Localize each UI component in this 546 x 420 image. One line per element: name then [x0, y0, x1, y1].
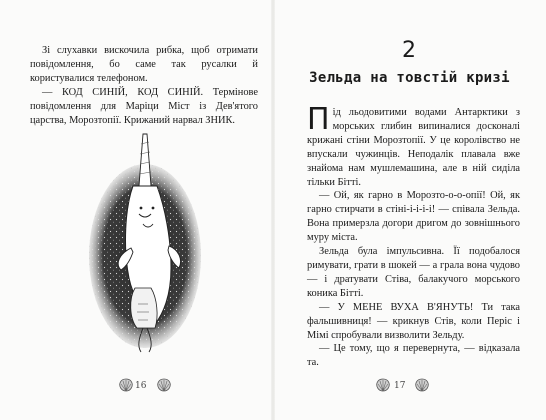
seashell-icon — [118, 377, 134, 393]
narwhal-illustration — [85, 128, 205, 358]
right-page — [273, 0, 546, 420]
right-page-number: 17 — [394, 381, 406, 391]
left-page-number: 16 — [135, 381, 147, 391]
right-paragraph-3: — У МЕНЕ ВУХА В'ЯНУТЬ! Ти така фальшивниця! — крикнув Стів, коли Періс і Мімі спробували визволити Зельду. — [307, 301, 520, 341]
seashell-icon — [414, 377, 430, 393]
left-page-footer — [0, 377, 273, 397]
chapter-title: Зельда на товстій кризі — [309, 70, 510, 86]
left-paragraph-1: Зі слухавки вискочила рибка, щоб отримати повідомлення, бо саме так русалки й користувалися телефоном. — [30, 45, 258, 84]
first-paragraph — [307, 102, 520, 189]
drop-cap: П — [307, 102, 330, 137]
left-paragraph-2: — КОД СИНІЙ, КОД СИНІЙ. Термінове повідомлення для Маріци Міст із Дев'ятого царства, Морозтопії. Крижаний нарвал ЗНИК. — [30, 86, 258, 126]
left-page-text — [30, 44, 258, 127]
right-paragraph-2: Зельда була імпульсивна. Її подобалося римувати, грати в шокей — а грала вона чудово — і дратувати Стіва, балакучого морського коника Бітті. — [307, 246, 520, 299]
right-page-text — [307, 102, 520, 370]
seashell-icon — [156, 377, 172, 393]
right-paragraph-1: — Ой, як гарно в Морозто-о-о-опії! Ой, як гарно стирчати в стіні-і-і-і-і! — співала Зельда. Вона примерзла догори дригом до зовнішнього муру міста. — [307, 190, 520, 244]
seashell-icon — [375, 377, 391, 393]
first-paragraph-text: ід льодовитими водами Антарктики з морських глибин випиналися досконалі крижані стіни Морозтопії. У це королівство не впускали чужинців. Неподалік плавала вже знайома нам мушлемашина, але в ній сиділа тільки Бітті. — [307, 107, 520, 188]
right-page-footer — [273, 377, 546, 397]
chapter-number: 2 — [402, 38, 417, 63]
right-paragraph-4: — Це тому, що я перевернута, — відказала та. — [307, 343, 520, 369]
